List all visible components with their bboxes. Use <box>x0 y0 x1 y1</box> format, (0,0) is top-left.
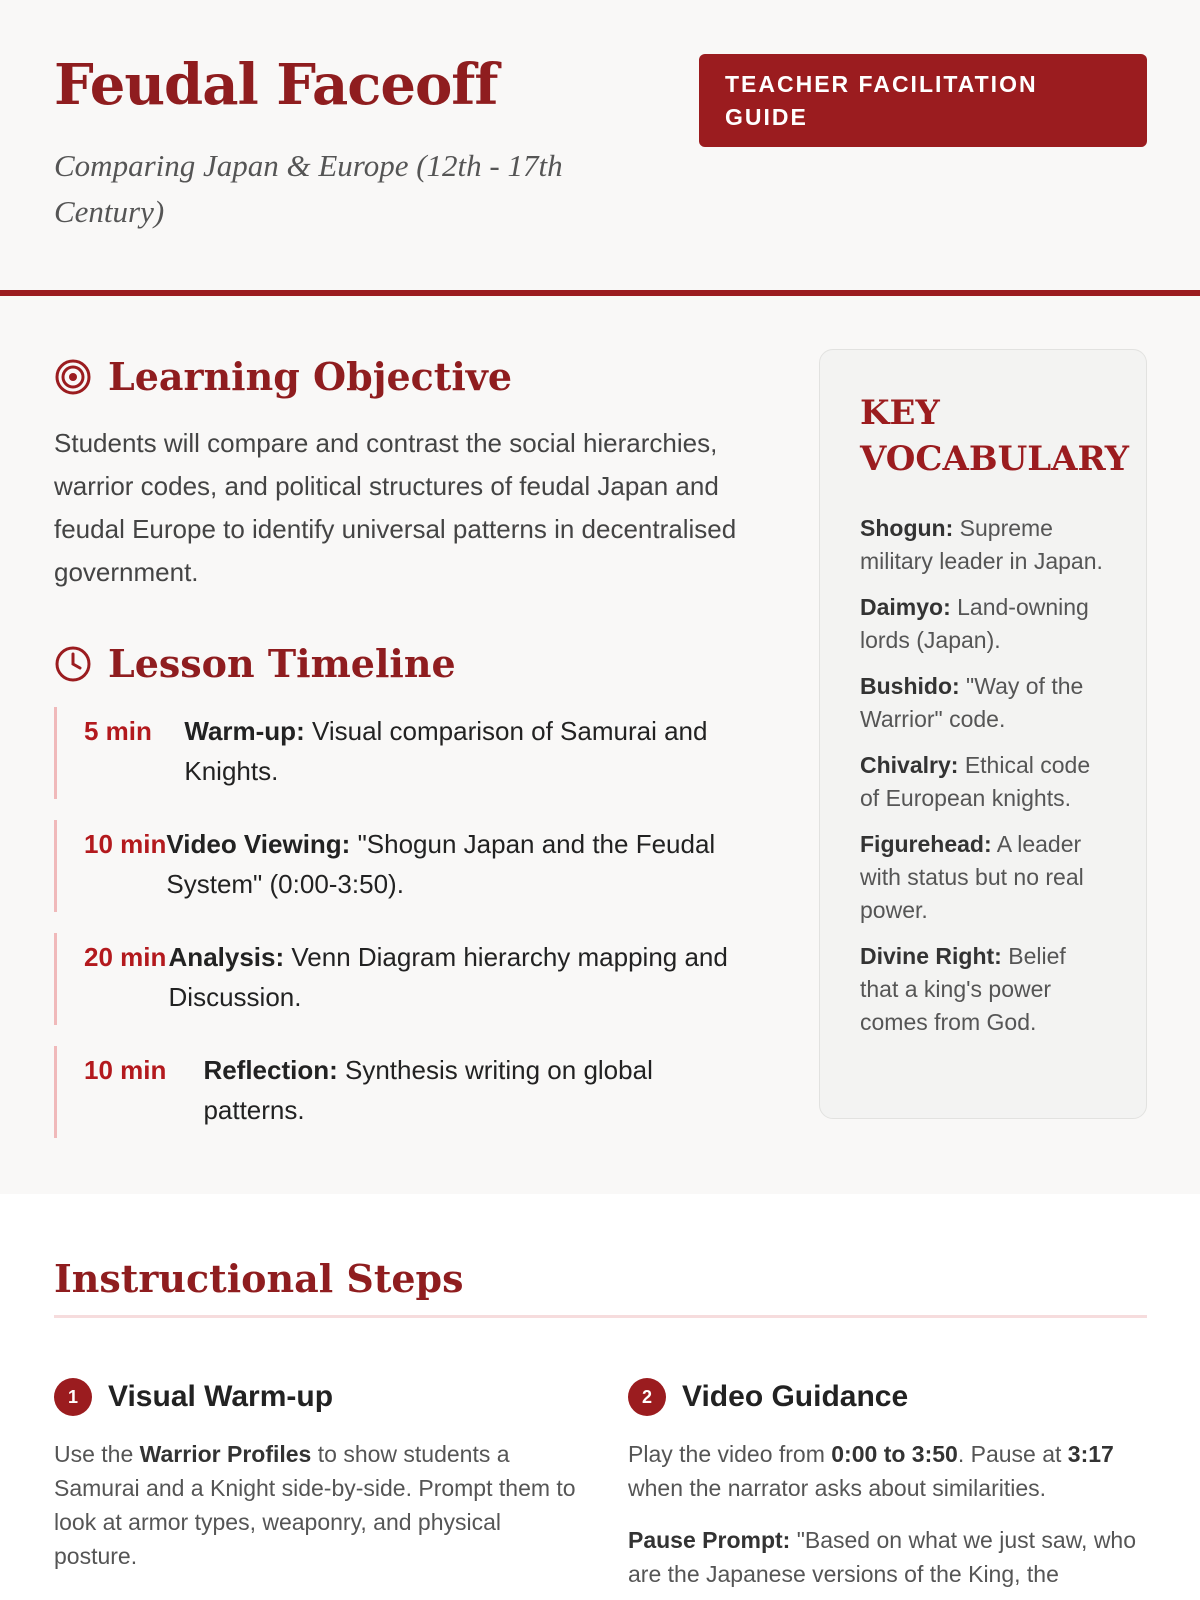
pause-prompt: Pause Prompt: "Based on what we just saw, who are the Japanese versions of the King, the <box>628 1527 1137 1587</box>
vocabulary-term: Divine Right: Belief that a king's power comes from God. <box>860 943 1066 1035</box>
vocabulary-term: Chivalry: Ethical code of European knights. <box>860 752 1091 811</box>
key-vocabulary-panel <box>819 349 1147 1119</box>
timeline-heading <box>54 641 456 686</box>
timeline-description: Warm-up: Visual comparison of Samurai and Knights. <box>184 716 708 786</box>
step-video-guidance <box>628 1378 1153 1600</box>
timeline-title: Lesson Timeline <box>108 641 456 686</box>
page-subtitle: Comparing Japan & Europe (12th - 17th Century) <box>54 148 563 229</box>
step-number-badge: 2 <box>628 1378 666 1416</box>
vocabulary-term: Shogun: Supreme military leader in Japan. <box>860 515 1103 574</box>
clock-icon <box>54 645 92 683</box>
step-number-badge: 1 <box>54 1378 92 1416</box>
timeline-item <box>54 707 754 799</box>
timeline-duration: 10 min <box>84 1055 167 1085</box>
target-icon <box>54 358 92 396</box>
page-header <box>0 0 1200 296</box>
page-title: Feudal Faceoff <box>54 52 498 118</box>
timeline-duration: 5 min <box>84 716 152 746</box>
divider <box>54 1315 1147 1318</box>
instructional-steps-section <box>0 1194 1200 1600</box>
step-text: Use the Warrior Profiles to show students a Samurai and a Knight side-by-side. Prompt them to look at armor types, weaponry, and physical posture. <box>54 1441 576 1569</box>
step-title: Visual Warm-up <box>108 1380 334 1413</box>
timeline-item <box>54 933 754 1025</box>
timeline-item <box>54 820 754 912</box>
timeline-item <box>54 1046 754 1138</box>
objective-heading <box>54 354 512 399</box>
guide-badge: TEACHER FACILITATION GUIDE <box>699 54 1147 147</box>
vocabulary-term: Figurehead: A leader with status but no real power. <box>860 831 1084 923</box>
objective-title: Learning Objective <box>108 354 513 399</box>
objective-text: Students will compare and contrast the social hierarchies, warrior codes, and political structures of feudal Japan and feudal Europe to identify universal patterns in decentralised government. <box>54 428 737 587</box>
timeline-description: Reflection: Synthesis writing on global patterns. <box>203 1055 653 1125</box>
vocabulary-title: KEY VOCABULARY <box>860 393 1129 479</box>
timeline-duration: 20 min <box>84 942 167 972</box>
vocabulary-term: Daimyo: Land-owning lords (Japan). <box>860 594 1089 653</box>
lesson-timeline <box>54 707 754 1159</box>
timeline-description: Analysis: Venn Diagram hierarchy mapping and Discussion. <box>168 942 728 1012</box>
timeline-duration: 10 min <box>84 829 167 859</box>
step-visual-warm-up <box>54 1378 579 1591</box>
steps-title: Instructional Steps <box>54 1256 464 1301</box>
step-title: Video Guidance <box>682 1380 909 1413</box>
step-text: Play the video from 0:00 to 3:50. Pause at 3:17 when the narrator asks about similarities. <box>628 1441 1114 1501</box>
timeline-description: Video Viewing: "Shogun Japan and the Feudal System" (0:00-3:50). <box>166 829 716 899</box>
vocabulary-term: Bushido: "Way of the Warrior" code. <box>860 673 1084 732</box>
